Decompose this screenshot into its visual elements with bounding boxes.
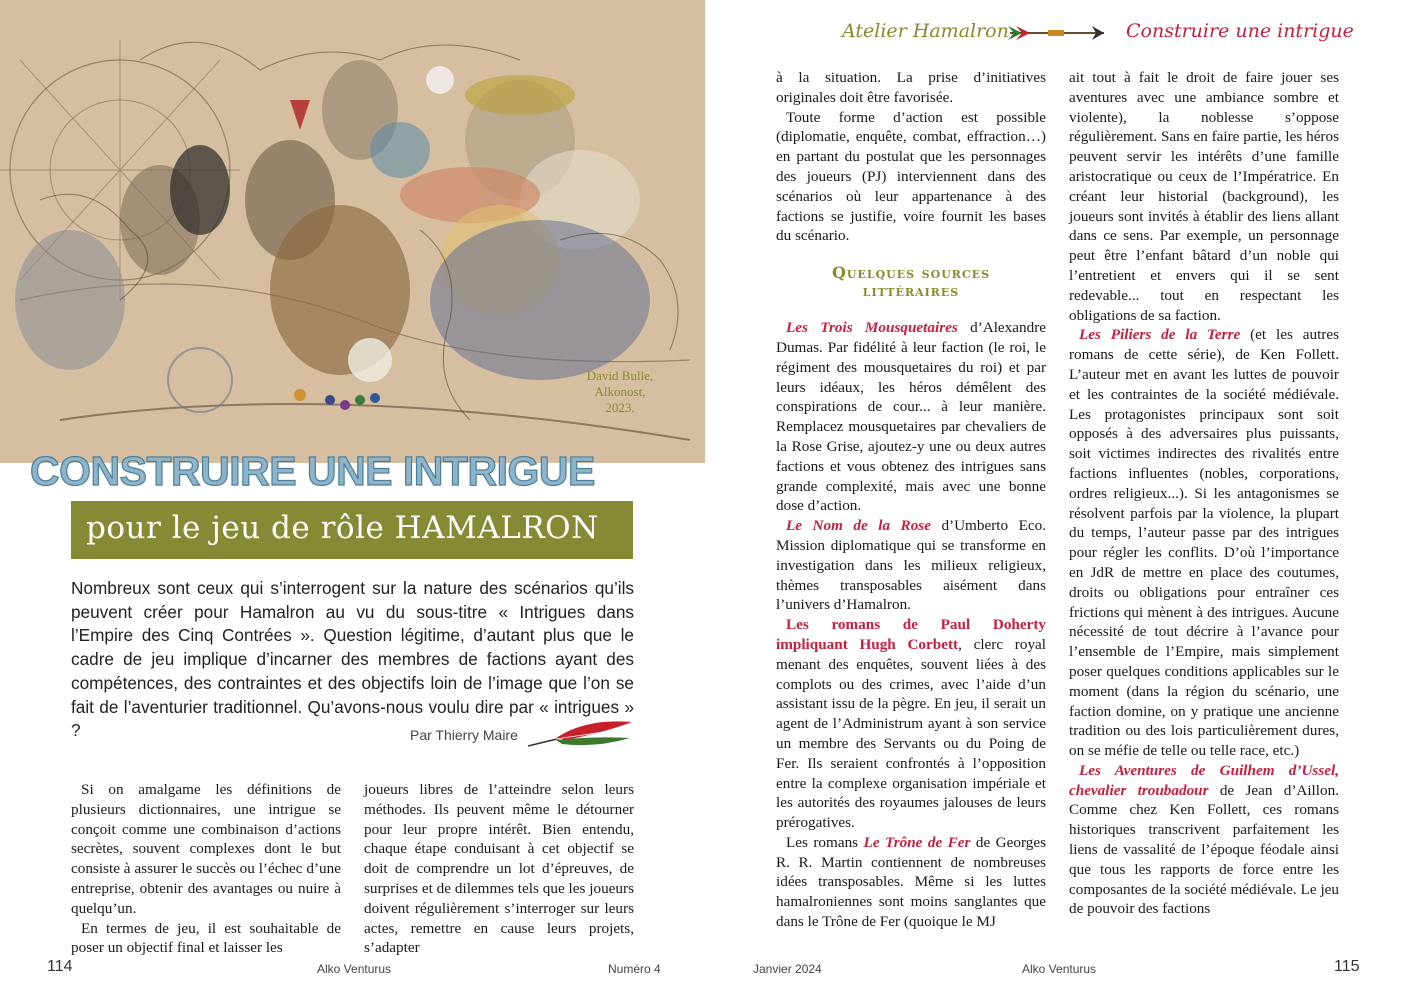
section-heading-line: Quelques sources <box>831 263 991 283</box>
footer-magazine-left: Alko Venturus <box>317 962 392 976</box>
article-title: CONSTRUIRE UNE INTRIGUE <box>30 448 595 494</box>
book-title: Le Nom de la Rose <box>786 517 931 535</box>
book-title: Les Trois Mousquetaires <box>786 319 958 337</box>
arrow-icon <box>1004 22 1114 44</box>
body-column-2 <box>364 780 634 958</box>
footer-magazine-right: Alko Venturus <box>1022 962 1097 976</box>
page-number-left: 114 <box>47 958 73 975</box>
book-description: (et les autres romans de cette série), de Ken Follett. L’auteur met en avant les luttes de pouvoir et les contraintes de la société médiévale. Les protagonistes principaux sont soit opposés à des adversaires plus puissants, soit victimes indirectes des rivalités entre factions influentes (nobles, corporations, ordres religieux...). Si les antagonismes se résolvent parfois par la violence, la plupart du temps, l’auteur passe par des intrigues pour régler les conflits. D’où l’importance en JdR de mettre en place des coutumes, droits ou obligations pour entraîner ces frictions qui mènent à des intrigues. Aucune nécessité de tout décrire à l’avance pour l’ensemble de l’Empire, mais simplement poser quelques conditions applicables sur le moment (dans la région du scénario, une faction domine, on y pratique une ancienne tradition ou des lois particulièrement dures, on se méfie de telle ou telle race, etc.) <box>1069 326 1339 760</box>
body-column-4 <box>1069 68 1339 919</box>
body-paragraph: à la situation. La prise d’initiatives originales doit être favorisée. <box>776 69 1046 106</box>
article-subtitle: pour le jeu de rôle HAMALRON <box>86 510 599 546</box>
running-header-title: Construire une intrigue <box>1126 20 1354 42</box>
book-prefix: Les romans <box>786 833 864 851</box>
book-entry <box>776 516 1046 615</box>
book-entry <box>1069 325 1339 761</box>
credit-line: David Bulle, <box>586 368 654 383</box>
book-entry <box>776 615 1046 833</box>
book-title: Les romans de Paul Doherty impliquant Hugh Corbett <box>776 616 1046 653</box>
section-heading <box>776 264 1046 300</box>
book-description: d’Alexandre Dumas. Par fidélité à leur faction (le roi, le régiment des mousquetaires du roi) et par leurs idéaux, les héros démêlent des conspirations de cour... à leur manière. Remplacez mousquetaires par chevaliers de la Rose Grise, ajoutez-y une ou deux autres factions et vous obtenez des intrigues sans grande complexité, mais avec une bonne dose d’action. <box>776 319 1046 515</box>
footer-issue: Numéro 4 <box>608 962 661 976</box>
body-paragraph: ait tout à fait le droit de faire jouer ses aventures avec une ambiance sombre et violente), la noblesse s’oppose régulièrement. Sans en faire partie, les héros peuvent servir les intérêts d’une famille aristocratique ou ceux de l’Impératrice. En créant leur historial (background), les joueurs sont invités à établir des liens allant dans ce sens. Par exemple, un personnage peut être l’enfant bâtard d’un noble qui l’entretient et envers qui il se sent redevable... tout en respectant les obligations de sa faction. <box>1069 69 1339 324</box>
cover-illustration <box>0 0 705 463</box>
body-paragraph: joueurs libres de l’atteindre selon leurs méthodes. Ils peuvent même le détourner pour leur propre intérêt. Bien entendu, chaque étape conduisant à cet objectif se doit de comprendre un lot d’épreuves, de surprises et de dilemmes tels que les joueurs doivent régulièrement s’interroger sur leurs actes, remettre en cause leurs projets, s’adapter <box>364 781 634 957</box>
body-paragraph: Toute forme d’action est possible (diplomatie, enquête, combat, effraction…) en partant du postulat que les personnages des joueurs (PJ) interviennent dans des scénarios où leur appartenance à des factions se justifie, voire fournit les bases du scénario. <box>776 108 1046 245</box>
running-header-section: Atelier Hamalron <box>842 20 1009 42</box>
intro-paragraph: Nombreux sont ceux qui s’interrogent sur la nature des scénarios qu’ils peuvent créer pour Hamalron au vu du sous-titre « Intrigues dans l’Empire des Cinq Contrées ». Question légitime, d’autant plus que le cadre de jeu implique d’incarner des membres de factions ayant des compétences, des contraintes et des objectifs loin de l’image que l’on se fait de l’aventurier traditionnel. Qu’avons-nous voulu dire par « intrigues » ? <box>71 578 634 741</box>
byline: Par Thierry Maire <box>410 727 518 743</box>
feather-icon <box>526 718 634 750</box>
book-entry <box>1069 761 1339 919</box>
book-entry <box>776 833 1046 932</box>
body-paragraph: En termes de jeu, il est souhaitable de poser un objectif final et laisser les <box>71 919 341 957</box>
page-number-right: 115 <box>1334 958 1360 975</box>
book-entry <box>776 318 1046 516</box>
book-description: d’Umberto Eco. Mission diplomatique qui se transforme en investigation dans les milieux religieux, thèmes transposables aisément dans l’univers d’Hamalron. <box>776 517 1046 614</box>
section-heading-line: littéraires <box>862 281 960 301</box>
body-paragraph: Si on amalgame les définitions de plusieurs dictionnaires, une intrigue se conçoit comme une combinaison d’actions secrètes, souvent complexes dont le but consiste à assurer le succès ou l’échec d’une entreprise, obtenir des avantages ou nuire à quelqu’un. <box>71 781 341 917</box>
body-column-1 <box>71 780 341 958</box>
credit-line: 2023. <box>605 400 635 415</box>
credit-line: Alkonost, <box>594 384 646 399</box>
footer-date: Janvier 2024 <box>753 962 822 976</box>
book-title: Les Piliers de la Terre <box>1079 326 1241 344</box>
book-description: de Georges R. R. Martin contiennent de nombreuses idées transposables. Même si les luttes hamalroniennes sont moins sanglantes que dans le Trône de Fer (quoique le MJ <box>776 833 1047 931</box>
book-description: de Jean d’Aillon. Comme chez Ken Follett, ces romans historiques transcrivent parfaitement les liens de vassalité de l’époque féodale ainsi que tous les rapports de force entre les composantes de la société médiévale. Le jeu de pouvoir des factions <box>1069 781 1339 918</box>
book-title: Le Trône de Fer <box>863 833 971 851</box>
illustration-credit <box>560 368 680 416</box>
book-title: Les Aventures de Guilhem d’Ussel, chevalier troubadour <box>1069 761 1339 799</box>
body-column-3 <box>776 68 1046 932</box>
book-description: , clerc royal menant des enquêtes, souvent liées à des complots ou des crimes, avec l’aide d’un assistant issu de la pègre. En jeu, il serait un agent de l’Administrum ayant à son service un membre des Servants ou du Poing de Fer. Ils seraient confrontés à l’opposition entre la complexe organisation impériale et les autorités des royaumes jalouses de leurs prérogatives. <box>776 635 1046 832</box>
